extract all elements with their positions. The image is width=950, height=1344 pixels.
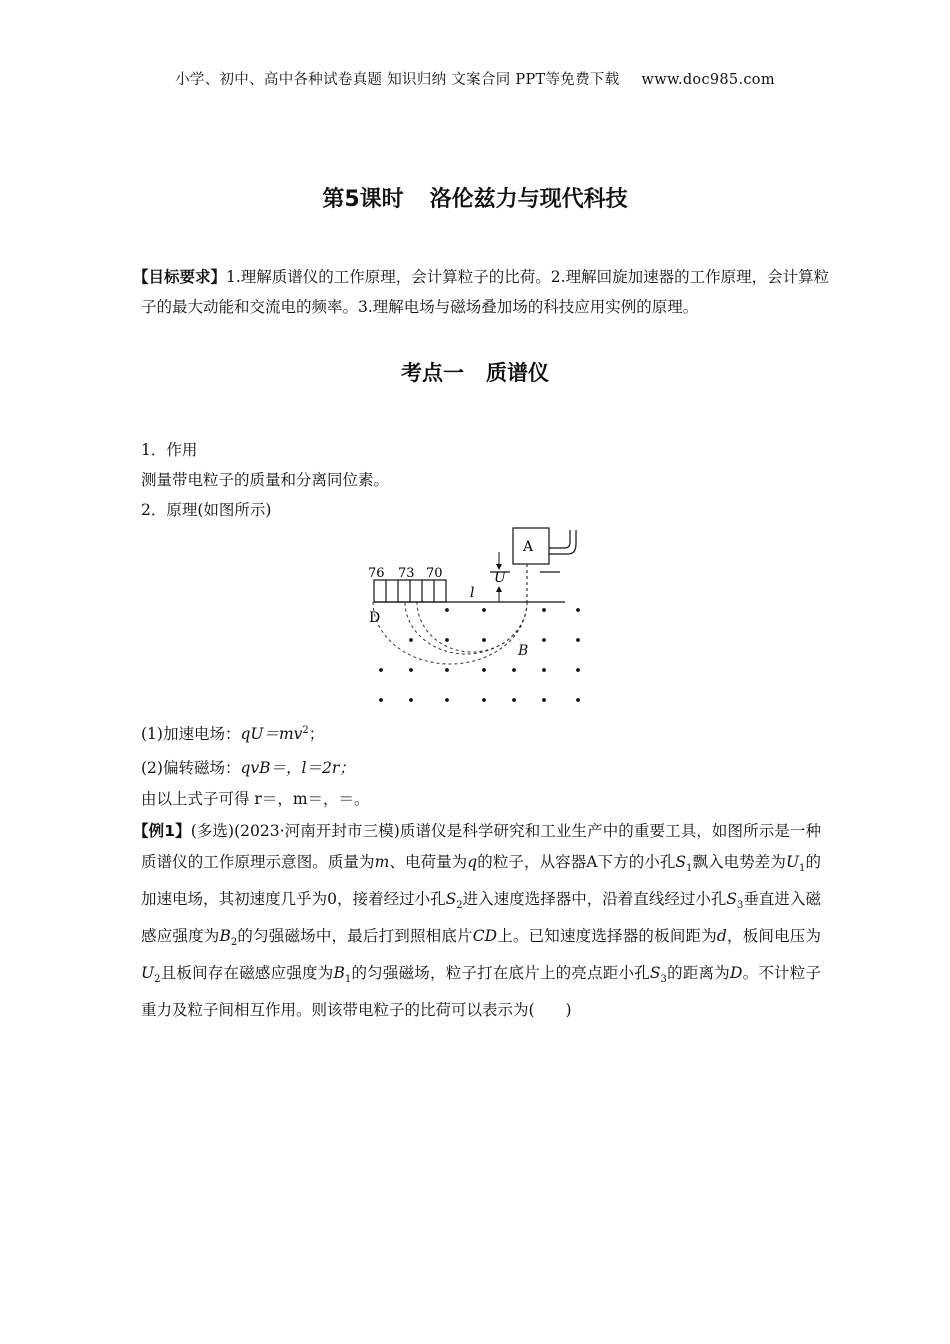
goal-text: 1.理解质谱仪的工作原理，会计算粒子的比荷。2.理解回旋加速器的工作原理，会计算粒子的最大动能和交流电的频率。3.理解电场与磁场叠加场的科技应用实例的原理。	[141, 268, 830, 316]
label-73: 73	[398, 566, 415, 581]
formula1-label: (1)加速电场：	[141, 725, 241, 743]
formula1-expr: qU＝mv	[240, 725, 303, 743]
section-title	[0, 357, 950, 387]
header-site-link[interactable]: www.doc985.com	[641, 72, 775, 88]
header-text: 小学、初中、高中各种试卷真题 知识归纳 文案合同 PPT等免费下载	[175, 72, 620, 88]
item1-heading: 1．作用	[141, 441, 198, 459]
item2-heading: 2．原理(如图所示)	[141, 501, 272, 519]
formula-deflection	[141, 756, 355, 778]
particle-trajectories	[373, 602, 528, 664]
label-76: 76	[368, 566, 385, 581]
ion-source-container	[513, 528, 576, 564]
page-header	[0, 68, 950, 89]
example-tag: 【例1】	[133, 822, 191, 840]
mass-spectrometer-diagram	[360, 524, 590, 714]
label-70: 70	[426, 566, 443, 581]
lesson-number: 第5课时	[322, 187, 404, 212]
section-topic: 质谱仪	[486, 361, 549, 385]
section-number: 考点一	[401, 361, 464, 385]
label-D: D	[369, 610, 381, 626]
learning-goals	[133, 262, 831, 322]
formula1-end: ；	[308, 725, 325, 743]
lesson-topic: 洛伦兹力与现代科技	[429, 187, 628, 212]
item1-text: 测量带电粒子的质量和分离同位素。	[141, 471, 390, 489]
formula-conclusion: 由以上式子可得 r＝，m＝，＝。	[141, 790, 370, 808]
label-A: A	[523, 539, 534, 555]
formula2-label: (2)偏转磁场：	[141, 759, 241, 777]
formula2-expr: qvB＝，l＝2r；	[240, 759, 355, 777]
example-1: 【例1】(多选)(2023·河南开封市三模)质谱仪是科学研究和工业生产中的重要工具，如图所示是一种质谱仪的工作原理示意图。质量为m、电荷量为q的粒子，从容器A下方的小孔$S_1$飘入电势差为$U_1$的加速电场，其初速度几乎为0，接着经过小孔$S_2$进入速度选择器中，沿着直线经过小孔$S_3$垂直进入磁感应强度为$B_2$的匀强磁场中，最后打到照相底片CD上。已知速度选择器的板间距为d，板间电压为$U_2$且板间存在磁感应强度为$B_1$的匀强磁场，粒子打在底片上的亮点距小孔$S_3$的距离为D。不计粒子重力及粒子间相互作用。则该带电粒子的比荷可以表示为( )	[133, 822, 821, 1020]
photographic-plate	[368, 566, 565, 626]
formula-acceleration	[141, 722, 324, 744]
label-l: l	[470, 585, 475, 601]
goal-tag: 【目标要求】	[133, 268, 227, 286]
formula1-sup: 2	[302, 724, 309, 736]
lesson-title	[0, 182, 950, 213]
label-B: B	[518, 643, 529, 659]
label-U: U	[494, 570, 506, 586]
